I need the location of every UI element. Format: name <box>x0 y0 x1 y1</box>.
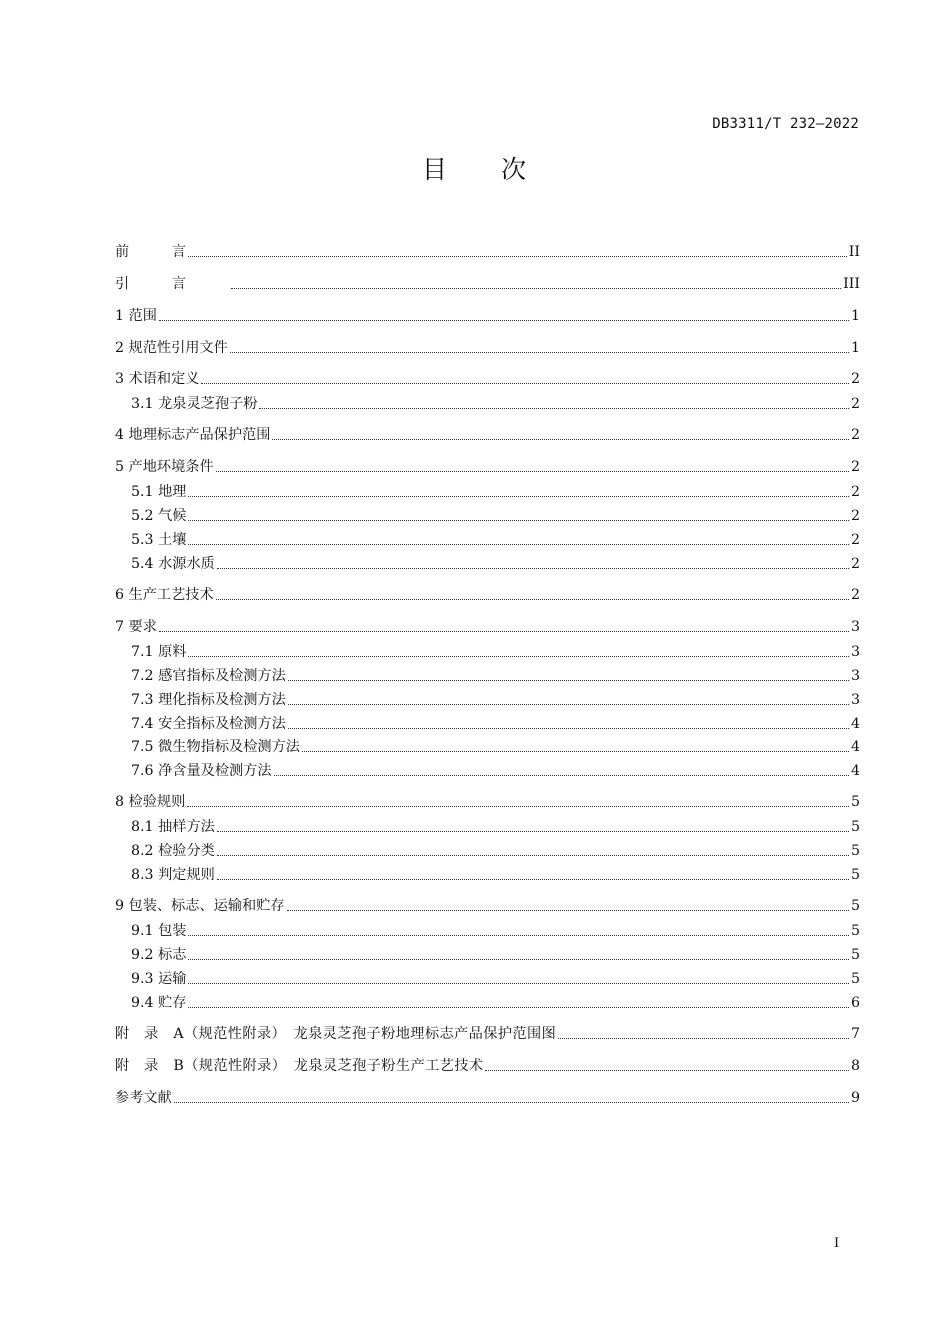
toc-entry-page: 5 <box>850 923 860 939</box>
dot-leader <box>188 544 849 545</box>
toc-entry-page: 3 <box>850 619 860 635</box>
toc-entry-label: 3.1 龙泉灵芝孢子粉 <box>131 396 258 412</box>
toc-subentry[interactable] <box>131 642 860 662</box>
dot-leader <box>217 855 849 856</box>
toc-entry-label: 8 检验规则 <box>115 794 186 810</box>
toc-entry-label: 5.3 土壤 <box>131 532 187 548</box>
toc-entry-label: 7.1 原料 <box>131 644 187 660</box>
toc-entry-label: 7.6 净含量及检测方法 <box>131 763 272 779</box>
toc-entry-label: 9.4 贮存 <box>131 995 187 1011</box>
toc-entry-page: 4 <box>850 716 860 732</box>
toc-entry-page: 5 <box>850 794 860 810</box>
toc-entry-label: 附 录 A（规范性附录） 龙泉灵芝孢子粉地理标志产品保护范围图 <box>115 1026 557 1042</box>
toc-entry[interactable] <box>115 274 860 294</box>
toc-entry[interactable] <box>115 369 860 389</box>
toc-subentry[interactable] <box>131 554 860 574</box>
toc-entry[interactable] <box>115 425 860 445</box>
dot-leader <box>188 935 849 936</box>
toc-entry[interactable] <box>115 338 860 358</box>
toc-entry[interactable] <box>115 242 860 262</box>
toc-entry-page: 2 <box>850 532 860 548</box>
toc-entry-page: 1 <box>850 340 860 356</box>
dot-leader <box>217 831 849 832</box>
toc-entry-label: 参考文献 <box>115 1090 172 1106</box>
toc-entry[interactable] <box>115 1024 860 1044</box>
toc-entry-page: 5 <box>850 898 860 914</box>
dot-leader <box>174 1102 849 1103</box>
toc-subentry[interactable] <box>131 817 860 837</box>
toc-entry-page: 5 <box>850 819 860 835</box>
toc-subentry[interactable] <box>131 690 860 710</box>
toc-entry-page: 4 <box>850 763 860 779</box>
toc-entry-label: 6 生产工艺技术 <box>115 587 214 603</box>
toc-entry-page: 3 <box>850 692 860 708</box>
toc-entry[interactable] <box>115 617 860 637</box>
toc-entry-label: 7 要求 <box>115 619 157 635</box>
toc-entry-label: 5.1 地理 <box>131 484 187 500</box>
dot-leader <box>216 599 849 600</box>
toc-entry-label: 9 包装、标志、运输和贮存 <box>115 898 285 914</box>
toc-entry-label: 9.1 包装 <box>131 923 187 939</box>
toc-entry-page: 5 <box>850 867 860 883</box>
dot-leader <box>288 728 849 729</box>
dot-leader <box>188 256 847 257</box>
toc-entry-label: 5 产地环境条件 <box>115 459 214 475</box>
dot-leader <box>274 775 849 776</box>
toc-entry-page: 2 <box>850 484 860 500</box>
toc-entry-page: 2 <box>850 427 860 443</box>
toc-subentry[interactable] <box>131 394 860 414</box>
dot-leader <box>230 352 849 353</box>
toc-entry-page: 2 <box>850 371 860 387</box>
toc-entry-label: 7.2 感官指标及检测方法 <box>131 668 286 684</box>
dot-leader <box>159 631 849 632</box>
toc-entry-page: 7 <box>850 1026 860 1042</box>
toc-entry-label: 前 言 <box>115 244 186 260</box>
toc-subentry[interactable] <box>131 969 860 989</box>
toc-entry[interactable] <box>115 896 860 916</box>
toc-entry-page: 3 <box>850 668 860 684</box>
toc-subentry[interactable] <box>131 506 860 526</box>
toc-entry-label: 9.2 标志 <box>131 947 187 963</box>
toc-entry-page: 2 <box>850 459 860 475</box>
dot-leader <box>288 704 849 705</box>
toc-entry-label: 7.3 理化指标及检测方法 <box>131 692 286 708</box>
toc-entry-page: 2 <box>850 556 860 572</box>
toc-entry-page: 5 <box>850 843 860 859</box>
toc-subentry[interactable] <box>131 841 860 861</box>
dot-leader <box>188 520 849 521</box>
toc-entry-label: 7.4 安全指标及检测方法 <box>131 716 286 732</box>
page-title: 目 次 <box>422 155 528 184</box>
dot-leader <box>558 1038 849 1039</box>
toc-entry-page: 9 <box>850 1090 860 1106</box>
toc-entry-label: 引 言 <box>115 276 229 292</box>
dot-leader <box>287 910 849 911</box>
dot-leader <box>288 680 849 681</box>
dot-leader <box>188 1007 849 1008</box>
toc-subentry[interactable] <box>131 530 860 550</box>
document-code: DB3311/T 232—2022 <box>712 116 859 132</box>
toc-entry-page: 4 <box>850 739 860 755</box>
toc-entry-page: II <box>848 244 860 260</box>
toc-entry-page: 3 <box>850 644 860 660</box>
toc-subentry[interactable] <box>131 482 860 502</box>
toc-entry-label: 8.1 抽样方法 <box>131 819 215 835</box>
toc-entry-label: 3 术语和定义 <box>115 371 200 387</box>
toc-subentry[interactable] <box>131 993 860 1013</box>
toc-entry-label: 9.3 运输 <box>131 971 187 987</box>
footer-page-number: I <box>834 1236 840 1251</box>
toc-subentry[interactable] <box>131 761 860 781</box>
dot-leader <box>187 806 849 807</box>
dot-leader <box>217 879 849 880</box>
dot-leader <box>188 983 849 984</box>
dot-leader <box>159 320 849 321</box>
toc-entry-label: 附 录 B（规范性附录） 龙泉灵芝孢子粉生产工艺技术 <box>115 1058 484 1074</box>
toc-entry-page: 2 <box>850 396 860 412</box>
dot-leader <box>302 751 849 752</box>
toc-entry[interactable] <box>115 1056 860 1076</box>
toc-subentry[interactable] <box>131 714 860 734</box>
dot-leader <box>259 408 849 409</box>
dot-leader <box>201 383 848 384</box>
toc-subentry[interactable] <box>131 865 860 885</box>
dot-leader <box>485 1070 849 1071</box>
toc-entry-label: 8.3 判定规则 <box>131 867 215 883</box>
dot-leader <box>217 568 849 569</box>
toc-entry-label: 7.5 微生物指标及检测方法 <box>131 739 300 755</box>
toc-entry-page: 1 <box>850 308 860 324</box>
toc-entry-label: 8.2 检验分类 <box>131 843 215 859</box>
toc-subentry[interactable] <box>131 737 860 757</box>
toc-entry-label: 5.4 水源水质 <box>131 556 215 572</box>
dot-leader <box>231 288 842 289</box>
toc-entry[interactable] <box>115 306 860 326</box>
toc-entry-page: 5 <box>850 971 860 987</box>
toc-entry-label: 2 规范性引用文件 <box>115 340 228 356</box>
dot-leader <box>216 471 849 472</box>
toc-entry-page: 5 <box>850 947 860 963</box>
toc-entry-label: 5.2 气候 <box>131 508 187 524</box>
toc-subentry[interactable] <box>131 945 860 965</box>
toc-entry[interactable] <box>115 1088 860 1108</box>
toc-subentry[interactable] <box>131 666 860 686</box>
dot-leader <box>272 439 849 440</box>
dot-leader <box>188 496 849 497</box>
toc-entry-page: 8 <box>850 1058 860 1074</box>
toc-entry[interactable] <box>115 792 860 812</box>
toc-entry-page: 2 <box>850 587 860 603</box>
toc-subentry[interactable] <box>131 921 860 941</box>
toc-entry-page: III <box>843 276 860 292</box>
toc-entry-label: 1 范围 <box>115 308 157 324</box>
dot-leader <box>188 959 849 960</box>
dot-leader <box>188 656 849 657</box>
toc-entry[interactable] <box>115 457 860 477</box>
toc-entry-page: 2 <box>850 508 860 524</box>
toc-entry-label: 4 地理标志产品保护范围 <box>115 427 271 443</box>
toc-entry[interactable] <box>115 585 860 605</box>
toc-entry-page: 6 <box>850 995 860 1011</box>
